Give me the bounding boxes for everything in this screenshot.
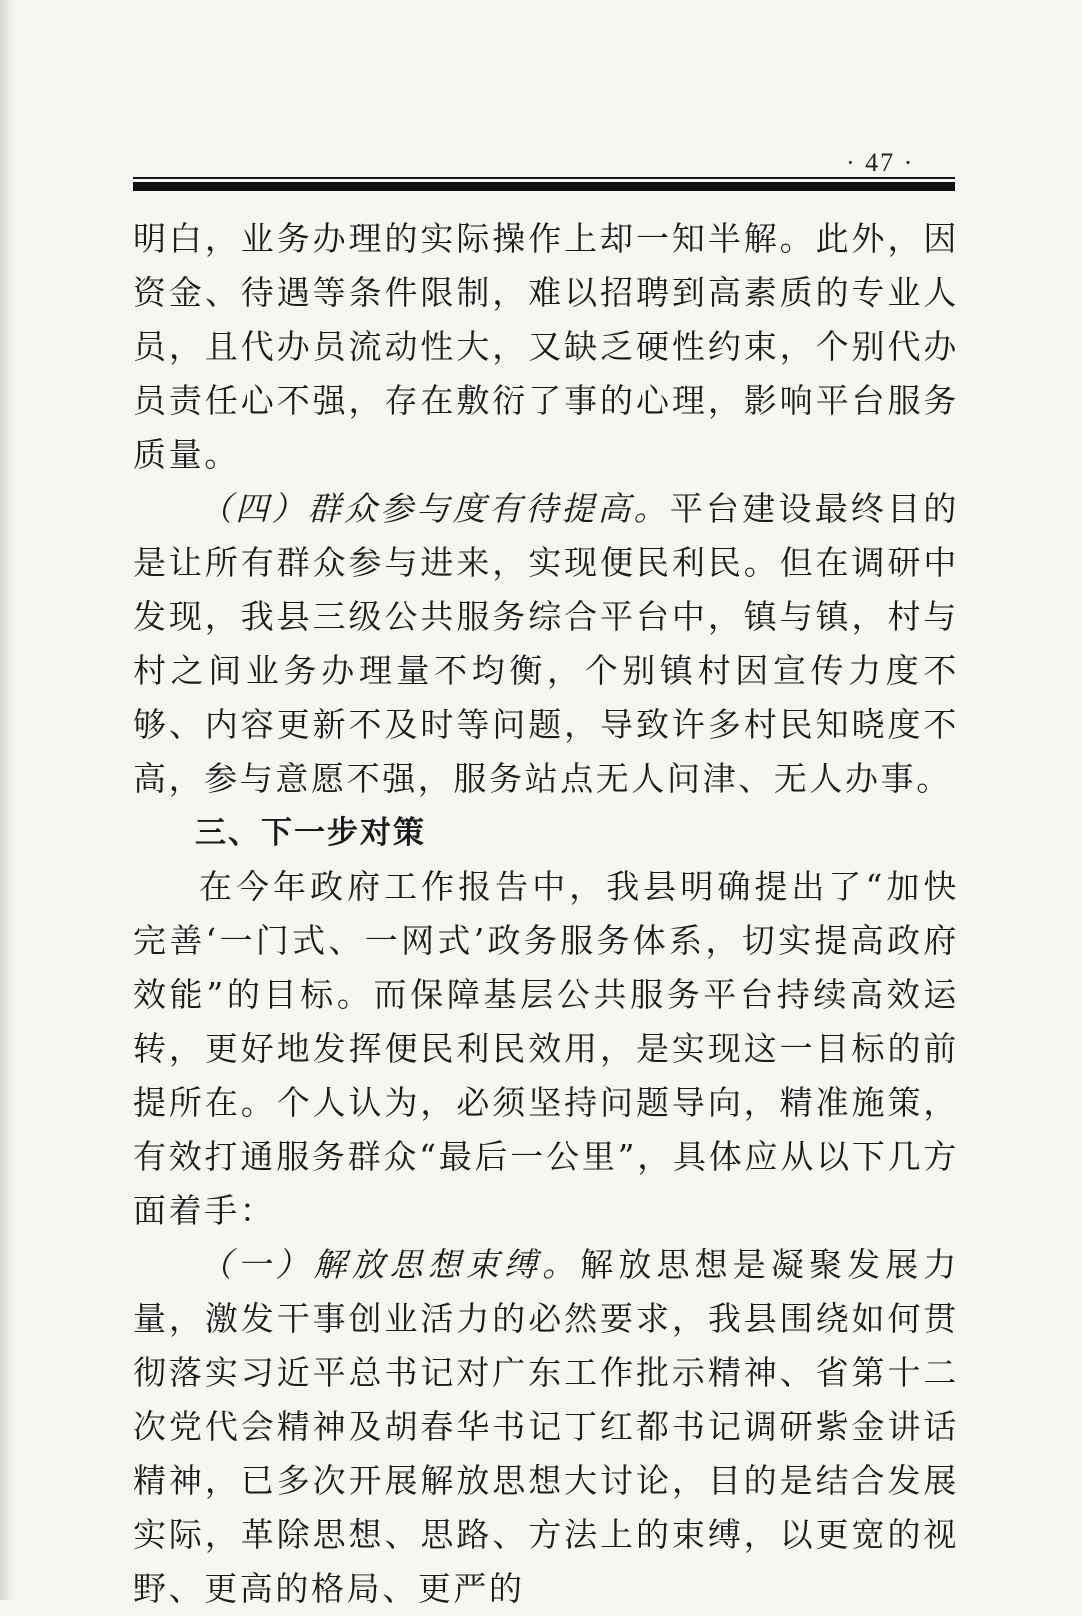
header-rule-thin — [133, 177, 955, 179]
page-number: · 47 · — [846, 148, 915, 177]
section-heading: 三、下一步对策 — [195, 815, 426, 851]
paragraph-item-one — [133, 1238, 959, 1616]
item-four-heading: （四）群众参与度有待提高。 — [199, 489, 670, 528]
item-one-heading: （一）解放思想束缚。 — [199, 1245, 581, 1284]
header-rule-thick — [133, 182, 955, 191]
paragraph-continued: 明白，业务办理的实际操作上却一知半解。此外，因资金、待遇等条件限制，难以招聘到高素质的专业人员，且代办员流动性大，又缺乏硬性约束，个别代办员责任心不强，存在敷衍了事的心理，影响平台服务质量。 — [133, 219, 959, 474]
page-body — [133, 212, 959, 1616]
item-four-text: 平台建设最终目的是让所有群众参与进来，实现便民利民。但在调研中发现，我县三级公共服务综合平台中，镇与镇，村与村之间业务办理量不均衡，个别镇村因宣传力度不够、内容更新不及时等问题，导致许多村民知晓度不高，参与意愿不强，服务站点无人问津、无人办事。 — [133, 489, 959, 798]
paragraph-section-intro: 在今年政府工作报告中，我县明确提出了“加快完善‘一门式、一网式’政务服务体系，切实提高政府效能”的目标。而保障基层公共服务平台持续高效运转，更好地发挥便民利民效用，是实现这一目标的前提所在。个人认为，必须坚持问题导向，精准施策，有效打通服务群众“最后一公里”，具体应从以下几方面着手： — [133, 867, 959, 1230]
scan-edge-shadow — [0, 0, 18, 1600]
paragraph-item-four — [133, 482, 959, 806]
item-one-text: 解放思想是凝聚发展力量，激发干事创业活力的必然要求，我县围绕如何贯彻落实习近平总书记对广东工作批示精神、省第十二次党代会精神及胡春华书记丁红都书记调研紫金讲话精神，已多次开展解放思想大讨论，目的是结合发展实际，革除思想、思路、方法上的束缚，以更宽的视野、更高的格局、更严的 — [133, 1245, 960, 1608]
